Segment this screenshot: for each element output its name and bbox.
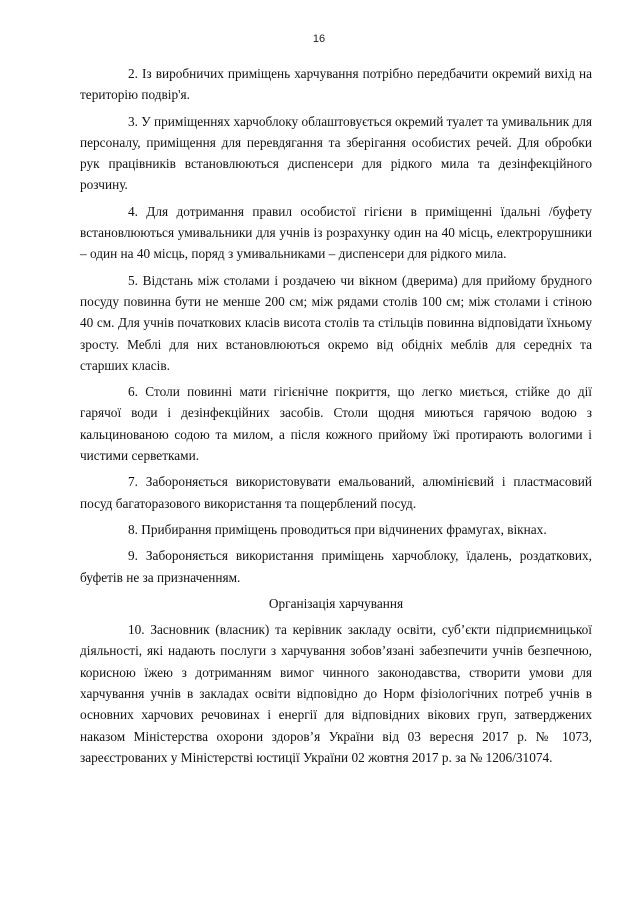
page-number: 16 bbox=[312, 33, 326, 45]
paragraph-4: 4. Для дотримання правил особистої гігієни в приміщенні їдальні /буфету встановлюються умивальники для учнів із розрахунку один на 40 місць, електрорушники – один на 40 місць, поряд з умивальниками – диспенсери для рідкого мила. bbox=[80, 203, 592, 262]
paragraph-9: 9. Забороняється використання приміщень харчоблоку, їдалень, роздаткових, буфетів не за призначенням. bbox=[80, 548, 592, 585]
paragraph-2: 2. Із виробничих приміщень харчування потрібно передбачити окремий вихід на територію подвір'я. bbox=[80, 66, 592, 103]
paragraph-10: 10. Засновник (власник) та керівник закладу освіти, суб’єкти підприємницької діяльності, які надають послуги з харчування зобов’язані забезпечити учнів безпечною, корисною їжею з дотриманням вимог чинного законодавства, створити умови для харчування учнів в закладах освіти відповідно до Норм фізіологічних потреб учнів в основних харчових речовинах і енергії для відповідних вікових груп, затверджених наказом Міністерства охорони здоров’я України від 03 вересня 2017 р. № 1073, зареєстрованих у Міністерстві юстиції України 02 жовтня 2017 р. за № 1206/31074. bbox=[80, 622, 592, 765]
document-body bbox=[80, 63, 592, 773]
paragraph-3: 3. У приміщеннях харчоблоку облаштовується окремий туалет та умивальник для персоналу, приміщення для перевдягання та зберігання особистих речей. Для обробки рук працівників встановлюються диспенсери для рідкого мила та дезінфекційного розчину. bbox=[80, 113, 593, 193]
paragraph-6: 6. Столи повинні мати гігієнічне покриття, що легко миється, стійке до дії гарячої води і дезінфекційних засобів. Столи щодня миються гарячою водою з кальцинованою содою та милом, а після кожного прийому їжі протирають вологими і чистими серветками. bbox=[80, 384, 592, 464]
section-heading: Організація харчування bbox=[268, 595, 404, 611]
paragraph-8: 8. Прибирання приміщень проводиться при відчинених фрамугах, вікнах. bbox=[128, 521, 547, 537]
paragraph-7: 7. Забороняється використовувати емальований, алюмінієвий і пластмасовий посуд багаторазового використання та пощерблений посуд. bbox=[80, 474, 592, 511]
paragraph-5: 5. Відстань між столами і роздачею чи вікном (дверима) для прийому брудного посуду повинна бути не менше 200 см; між рядами столів 100 см; між столами і стіною 40 см. Для учнів початкових класів висота столів та стільців повинна відповідати їхньому зросту. Меблі для них встановлюються окремо від обідніх меблів для середніх та старших класів. bbox=[80, 272, 592, 373]
